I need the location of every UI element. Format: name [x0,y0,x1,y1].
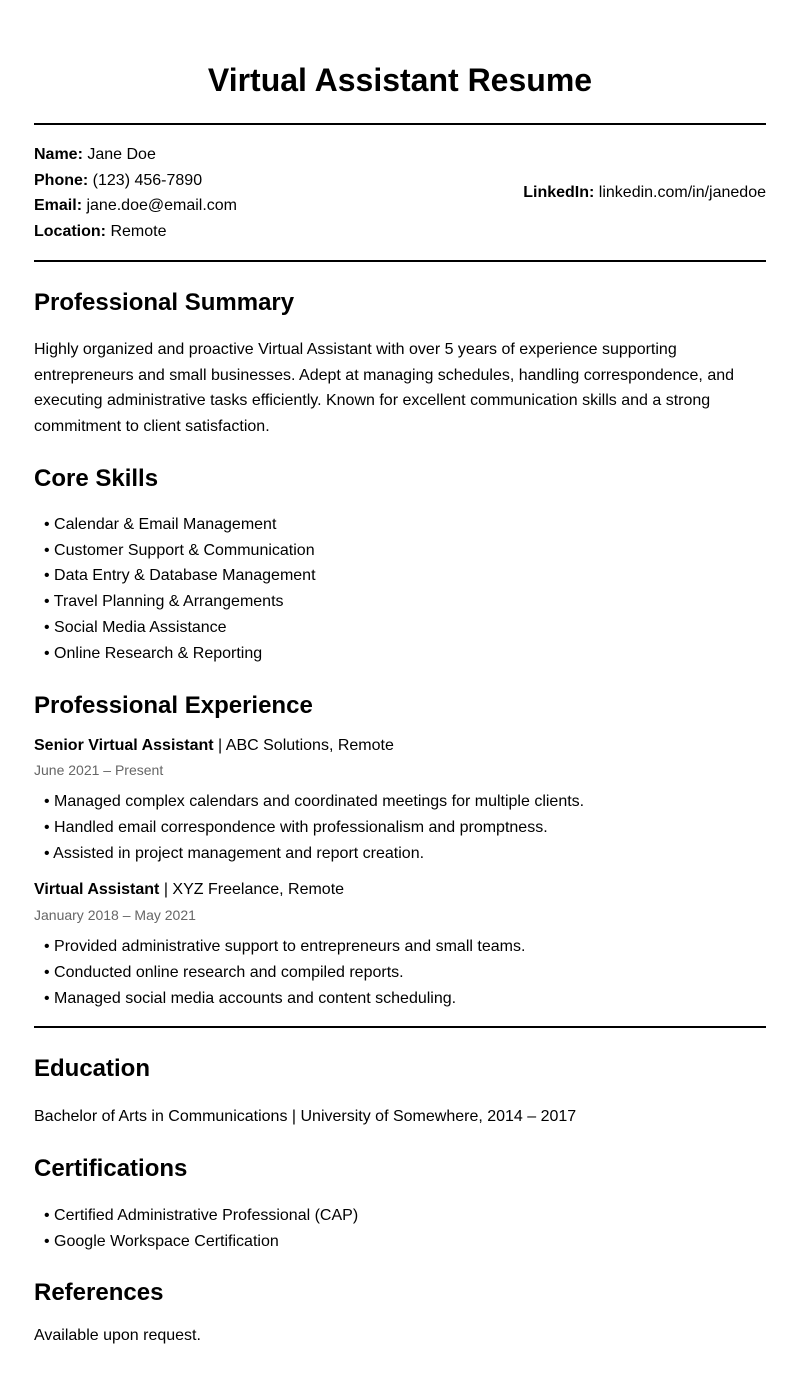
job-role: Virtual Assistant [34,881,160,899]
education-heading: Education [34,1055,151,1083]
skills-heading: Core Skills [34,465,159,492]
certifications-list [34,1203,766,1254]
job-role: Senior Virtual Assistant [34,737,214,755]
contact-name [34,142,237,168]
job-entry [34,880,766,1011]
list-item: • Handled email correspondence with professionalism and promptness. [44,815,766,841]
divider [34,1026,766,1028]
references-heading: References [34,1279,164,1307]
list-item: • Certified Administrative Professional (CAP) [44,1203,766,1229]
divider [34,260,766,262]
list-item: • Conducted online research and compiled reports. [44,960,766,986]
job-bullets [34,789,766,866]
name-value: Jane Doe [87,146,156,163]
experience-heading: Professional Experience [34,692,313,720]
summary-heading: Professional Summary [34,289,295,316]
location-value: Remote [110,222,167,240]
list-item: • Calendar & Email Management [44,512,766,538]
skills-list [34,512,766,666]
name-label: Name: [34,146,83,163]
resume-page [34,0,766,1349]
list-item: • Data Entry & Database Management [44,563,766,589]
job-entry [34,736,766,866]
job-dates: January 2018 – May 2021 [34,907,196,924]
job-dates: June 2021 – Present [34,762,164,779]
list-item: • Travel Planning & Arrangements [44,589,766,615]
contact-email [34,193,237,219]
phone-label: Phone: [34,171,89,189]
contact-left [34,142,237,244]
contact-phone [34,168,237,194]
job-title-line [34,736,766,756]
list-item: • Online Research & Reporting [44,641,766,667]
contact-linkedin [523,180,766,206]
summary-text: Highly organized and proactive Virtual Assistant with over 5 years of experience supporting entrepreneurs and small businesses. Adept at managing schedules, handling correspondence, and executing administrative tasks efficiently. Known for excellent communication skills and a strong commitment to client satisfaction. [34,341,735,435]
skills-section [34,464,766,666]
job-company: | ABC Solutions, Remote [213,737,394,755]
certifications-heading: Certifications [34,1154,188,1182]
certifications-section [34,1154,766,1254]
location-label: Location: [34,222,106,240]
phone-value: (123) 456-7890 [92,171,203,189]
references-text: Available upon request. [34,1327,201,1345]
job-bullets [34,934,766,1011]
education-section [34,1054,766,1130]
linkedin-label: LinkedIn: [523,184,595,201]
references-section [34,1278,766,1349]
education-text: Bachelor of Arts in Communications | University of Somewhere, 2014 – 2017 [34,1108,577,1126]
list-item: • Google Workspace Certification [44,1229,766,1255]
linkedin-value: linkedin.com/in/janedoe [598,184,766,201]
list-item: • Social Media Assistance [44,615,766,641]
email-label: Email: [34,197,83,214]
job-title-line [34,880,766,900]
experience-section [34,691,766,1011]
page-title: Virtual Assistant Resume [207,62,593,98]
contact-block [34,125,766,260]
contact-location [34,219,237,245]
list-item: • Customer Support & Communication [44,538,766,564]
list-item: • Managed social media accounts and content scheduling. [44,986,766,1012]
list-item: • Managed complex calendars and coordinated meetings for multiple clients. [44,789,766,815]
email-value: jane.doe@email.com [86,197,238,214]
summary-section [34,288,766,439]
job-company: | XYZ Freelance, Remote [159,881,345,899]
list-item: • Provided administrative support to entrepreneurs and small teams. [44,934,766,960]
list-item: • Assisted in project management and report creation. [44,841,766,867]
